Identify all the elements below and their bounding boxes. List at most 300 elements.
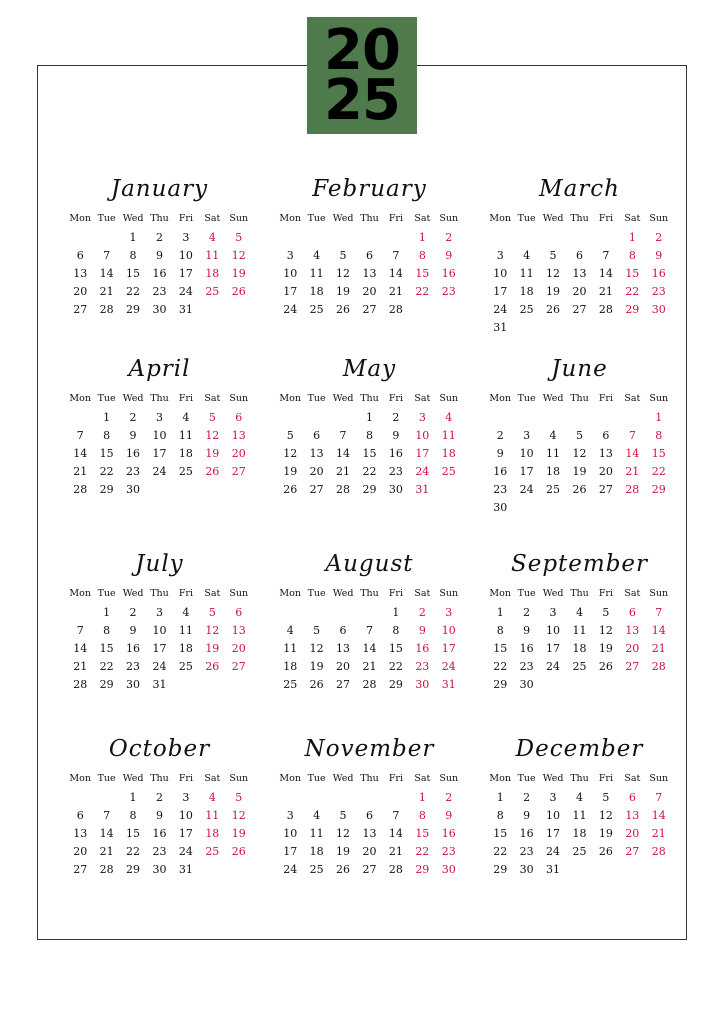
weekday-label: Tue — [307, 212, 326, 224]
day-cell: 20 — [362, 284, 377, 298]
week-row — [277, 408, 462, 426]
day-cell: 18 — [178, 641, 193, 655]
week-row — [67, 806, 252, 824]
day-cell: 1 — [418, 790, 426, 804]
month-name: February — [312, 176, 427, 202]
empty-day-cell — [513, 408, 539, 426]
weekday-header-row — [67, 768, 252, 788]
empty-day-cell — [619, 498, 645, 516]
weekday-header-row — [487, 583, 672, 603]
weekday-label: Fri — [178, 212, 193, 224]
day-cell: 13 — [73, 266, 88, 280]
empty-day-cell — [646, 675, 672, 693]
day-cell: 22 — [625, 284, 640, 298]
day-cell: 15 — [99, 446, 114, 460]
week-row — [487, 408, 672, 426]
day-cell: 15 — [99, 641, 114, 655]
day-cell: 22 — [99, 464, 114, 478]
weekday-label: Sat — [204, 772, 221, 784]
day-cell: 14 — [625, 446, 640, 460]
day-cell: 28 — [336, 482, 351, 496]
day-cell: 5 — [339, 808, 347, 822]
day-cell: 9 — [445, 808, 453, 822]
day-cell: 19 — [546, 284, 561, 298]
day-cell: 31 — [546, 862, 561, 876]
day-cell: 10 — [283, 266, 298, 280]
month-name: December — [515, 736, 644, 762]
day-cell: 26 — [231, 844, 246, 858]
weekday-label: Tue — [307, 772, 326, 784]
weekday-label: Thu — [360, 772, 379, 784]
day-cell: 7 — [339, 428, 347, 442]
day-cell: 23 — [441, 844, 456, 858]
day-cell: 23 — [126, 659, 141, 673]
weekday-label: Fri — [598, 212, 613, 224]
day-cell: 6 — [628, 790, 636, 804]
day-cell: 14 — [73, 641, 88, 655]
month-name: November — [304, 736, 435, 762]
day-cell: 16 — [126, 446, 141, 460]
day-cell: 3 — [523, 428, 531, 442]
day-cell: 8 — [365, 428, 373, 442]
week-row — [487, 824, 672, 842]
day-cell: 23 — [388, 464, 403, 478]
week-row — [487, 264, 672, 282]
weekday-label: Sat — [624, 772, 641, 784]
day-cell: 10 — [519, 446, 534, 460]
day-cell: 3 — [182, 230, 190, 244]
empty-day-cell — [540, 675, 566, 693]
day-cell: 15 — [415, 826, 430, 840]
weekday-label: Wed — [542, 587, 564, 599]
month-name: September — [510, 551, 649, 577]
day-cell: 7 — [655, 790, 663, 804]
weekday-label: Tue — [517, 392, 536, 404]
day-cell: 19 — [309, 659, 324, 673]
weekday-label: Fri — [178, 392, 193, 404]
day-cell: 18 — [572, 641, 587, 655]
day-cell: 23 — [493, 482, 508, 496]
day-cell: 16 — [519, 826, 534, 840]
day-cell: 13 — [231, 428, 246, 442]
day-cell: 2 — [155, 790, 163, 804]
day-cell: 25 — [309, 862, 324, 876]
empty-day-cell — [277, 228, 303, 246]
day-cell: 2 — [445, 790, 453, 804]
day-cell: 16 — [388, 446, 403, 460]
day-cell: 11 — [283, 641, 298, 655]
day-cell: 22 — [415, 844, 430, 858]
day-cell: 28 — [598, 302, 613, 316]
day-cell: 6 — [628, 605, 636, 619]
day-cell: 29 — [415, 862, 430, 876]
day-cell: 14 — [388, 826, 403, 840]
week-row — [67, 860, 252, 878]
weekday-label: Thu — [570, 772, 589, 784]
day-cell: 26 — [546, 302, 561, 316]
day-cell: 7 — [392, 248, 400, 262]
day-cell: 13 — [362, 826, 377, 840]
day-cell: 8 — [103, 623, 111, 637]
day-cell: 15 — [415, 266, 430, 280]
weekday-label: Thu — [360, 587, 379, 599]
day-cell: 12 — [598, 808, 613, 822]
week-row — [487, 282, 672, 300]
day-cell: 12 — [336, 266, 351, 280]
weekday-label: Sun — [649, 212, 669, 224]
day-cell: 24 — [178, 284, 193, 298]
day-cell: 13 — [309, 446, 324, 460]
week-row — [487, 788, 672, 806]
day-cell: 30 — [519, 862, 534, 876]
empty-day-cell — [356, 228, 382, 246]
day-cell: 31 — [178, 302, 193, 316]
weekday-label: Sun — [649, 587, 669, 599]
weekday-label: Mon — [69, 212, 91, 224]
day-cell: 22 — [126, 284, 141, 298]
day-cell: 14 — [73, 446, 88, 460]
day-cell: 19 — [572, 464, 587, 478]
day-cell: 2 — [655, 230, 663, 244]
month-august — [277, 545, 462, 693]
day-cell: 10 — [441, 623, 456, 637]
week-row — [277, 444, 462, 462]
week-row — [487, 480, 672, 498]
day-cell: 17 — [546, 641, 561, 655]
day-cell: 1 — [129, 790, 137, 804]
week-row — [277, 264, 462, 282]
day-cell: 9 — [523, 623, 531, 637]
weekday-header-row — [277, 208, 462, 228]
day-cell: 30 — [152, 302, 167, 316]
week-row — [67, 462, 252, 480]
weekday-header-row — [67, 208, 252, 228]
weekday-label: Wed — [122, 212, 144, 224]
month-name: March — [539, 176, 620, 202]
day-cell: 29 — [493, 862, 508, 876]
day-cell: 30 — [493, 500, 508, 514]
day-cell: 19 — [598, 641, 613, 655]
day-cell: 23 — [519, 659, 534, 673]
day-cell: 12 — [546, 266, 561, 280]
weekday-label: Mon — [279, 772, 301, 784]
month-march — [487, 170, 672, 336]
day-cell: 7 — [392, 808, 400, 822]
day-cell: 4 — [313, 808, 321, 822]
week-row — [277, 675, 462, 693]
empty-day-cell — [226, 480, 252, 498]
day-cell: 22 — [493, 659, 508, 673]
day-cell: 21 — [388, 284, 403, 298]
empty-day-cell — [226, 860, 252, 878]
day-cell: 14 — [388, 266, 403, 280]
weekday-label: Thu — [150, 392, 169, 404]
weekday-label: Tue — [517, 587, 536, 599]
day-cell: 28 — [73, 482, 88, 496]
day-cell: 7 — [103, 808, 111, 822]
week-row — [67, 300, 252, 318]
day-cell: 19 — [205, 446, 220, 460]
empty-day-cell — [330, 408, 356, 426]
day-cell: 22 — [388, 659, 403, 673]
week-row — [487, 621, 672, 639]
empty-day-cell — [540, 228, 566, 246]
day-cell: 8 — [418, 248, 426, 262]
day-cell: 29 — [126, 302, 141, 316]
day-cell: 9 — [129, 623, 137, 637]
day-cell: 6 — [235, 605, 243, 619]
day-cell: 9 — [129, 428, 137, 442]
weekday-label: Wed — [122, 772, 144, 784]
day-cell: 25 — [441, 464, 456, 478]
weekday-label: Tue — [97, 212, 116, 224]
empty-day-cell — [67, 228, 93, 246]
weekday-label: Mon — [489, 392, 511, 404]
empty-day-cell — [146, 480, 172, 498]
weekday-header-row — [67, 583, 252, 603]
day-cell: 23 — [415, 659, 430, 673]
day-cell: 2 — [392, 410, 400, 424]
day-cell: 20 — [598, 464, 613, 478]
day-cell: 30 — [651, 302, 666, 316]
day-cell: 1 — [496, 790, 504, 804]
day-cell: 31 — [441, 677, 456, 691]
weekday-label: Tue — [307, 392, 326, 404]
weekday-label: Fri — [598, 587, 613, 599]
weekday-label: Sun — [439, 392, 459, 404]
day-cell: 16 — [493, 464, 508, 478]
day-cell: 22 — [651, 464, 666, 478]
weekday-label: Sun — [229, 392, 249, 404]
weekday-label: Mon — [279, 212, 301, 224]
day-cell: 17 — [178, 826, 193, 840]
month-table — [277, 768, 462, 878]
day-cell: 17 — [152, 446, 167, 460]
weekday-label: Tue — [517, 212, 536, 224]
month-name: May — [342, 356, 397, 382]
weekday-header-row — [487, 208, 672, 228]
empty-day-cell — [619, 675, 645, 693]
empty-day-cell — [93, 788, 119, 806]
day-cell: 24 — [519, 482, 534, 496]
day-cell: 11 — [441, 428, 456, 442]
day-cell: 6 — [602, 428, 610, 442]
day-cell: 18 — [178, 446, 193, 460]
week-row — [487, 657, 672, 675]
day-cell: 23 — [519, 844, 534, 858]
week-row — [487, 498, 672, 516]
week-row — [67, 603, 252, 621]
weekday-label: Fri — [388, 392, 403, 404]
day-cell: 26 — [231, 284, 246, 298]
empty-day-cell — [593, 228, 619, 246]
empty-day-cell — [566, 228, 592, 246]
day-cell: 14 — [651, 808, 666, 822]
day-cell: 8 — [655, 428, 663, 442]
weekday-label: Tue — [97, 392, 116, 404]
empty-day-cell — [330, 228, 356, 246]
day-cell: 18 — [283, 659, 298, 673]
weekday-header-row — [277, 768, 462, 788]
day-cell: 30 — [152, 862, 167, 876]
day-cell: 12 — [205, 428, 220, 442]
day-cell: 8 — [129, 248, 137, 262]
day-cell: 31 — [415, 482, 430, 496]
month-name: October — [108, 736, 211, 762]
day-cell: 18 — [572, 826, 587, 840]
empty-day-cell — [566, 408, 592, 426]
day-cell: 9 — [155, 808, 163, 822]
empty-day-cell — [513, 318, 539, 336]
day-cell: 21 — [362, 659, 377, 673]
month-june — [487, 350, 672, 516]
week-row — [67, 657, 252, 675]
day-cell: 2 — [155, 230, 163, 244]
day-cell: 28 — [625, 482, 640, 496]
day-cell: 1 — [365, 410, 373, 424]
day-cell: 30 — [441, 862, 456, 876]
day-cell: 31 — [493, 320, 508, 334]
day-cell: 24 — [493, 302, 508, 316]
empty-day-cell — [619, 318, 645, 336]
day-cell: 29 — [362, 482, 377, 496]
month-november — [277, 730, 462, 878]
day-cell: 6 — [365, 248, 373, 262]
day-cell: 18 — [546, 464, 561, 478]
weekday-label: Mon — [69, 587, 91, 599]
day-cell: 1 — [628, 230, 636, 244]
day-cell: 17 — [519, 464, 534, 478]
empty-day-cell — [303, 603, 329, 621]
week-row — [277, 426, 462, 444]
weekday-label: Thu — [150, 212, 169, 224]
empty-day-cell — [540, 318, 566, 336]
empty-day-cell — [67, 408, 93, 426]
weekday-label: Thu — [150, 772, 169, 784]
weekday-label: Fri — [178, 772, 193, 784]
day-cell: 28 — [651, 659, 666, 673]
weekday-header-row — [67, 388, 252, 408]
weekday-label: Tue — [517, 772, 536, 784]
day-cell: 19 — [231, 826, 246, 840]
weekday-label: Fri — [388, 212, 403, 224]
day-cell: 20 — [572, 284, 587, 298]
day-cell: 26 — [336, 862, 351, 876]
day-cell: 21 — [73, 464, 88, 478]
day-cell: 6 — [313, 428, 321, 442]
day-cell: 8 — [103, 428, 111, 442]
week-row — [487, 842, 672, 860]
month-table — [67, 768, 252, 878]
month-december — [487, 730, 672, 878]
day-cell: 29 — [99, 677, 114, 691]
week-row — [67, 639, 252, 657]
day-cell: 10 — [546, 808, 561, 822]
day-cell: 3 — [418, 410, 426, 424]
day-cell: 3 — [155, 410, 163, 424]
day-cell: 21 — [388, 844, 403, 858]
day-cell: 15 — [362, 446, 377, 460]
weekday-label: Sat — [414, 772, 431, 784]
day-cell: 17 — [283, 844, 298, 858]
weekday-header-row — [487, 388, 672, 408]
day-cell: 9 — [418, 623, 426, 637]
weekday-label: Tue — [307, 587, 326, 599]
day-cell: 9 — [523, 808, 531, 822]
empty-day-cell — [226, 675, 252, 693]
day-cell: 13 — [625, 808, 640, 822]
day-cell: 4 — [549, 428, 557, 442]
day-cell: 5 — [235, 790, 243, 804]
day-cell: 4 — [182, 605, 190, 619]
day-cell: 23 — [441, 284, 456, 298]
day-cell: 25 — [572, 844, 587, 858]
day-cell: 27 — [625, 659, 640, 673]
day-cell: 11 — [572, 623, 587, 637]
day-cell: 12 — [598, 623, 613, 637]
day-cell: 16 — [441, 266, 456, 280]
week-row — [487, 860, 672, 878]
day-cell: 4 — [182, 410, 190, 424]
month-table — [487, 388, 672, 516]
day-cell: 25 — [519, 302, 534, 316]
day-cell: 10 — [178, 808, 193, 822]
day-cell: 5 — [602, 790, 610, 804]
day-cell: 8 — [392, 623, 400, 637]
day-cell: 21 — [651, 641, 666, 655]
day-cell: 27 — [598, 482, 613, 496]
day-cell: 20 — [362, 844, 377, 858]
weekday-label: Sun — [439, 772, 459, 784]
week-row — [487, 444, 672, 462]
day-cell: 13 — [73, 826, 88, 840]
day-cell: 20 — [625, 826, 640, 840]
empty-day-cell — [566, 498, 592, 516]
day-cell: 19 — [598, 826, 613, 840]
day-cell: 21 — [651, 826, 666, 840]
day-cell: 14 — [598, 266, 613, 280]
weekday-label: Wed — [332, 212, 354, 224]
day-cell: 11 — [309, 826, 324, 840]
day-cell: 2 — [496, 428, 504, 442]
day-cell: 24 — [546, 844, 561, 858]
day-cell: 26 — [205, 659, 220, 673]
day-cell: 10 — [178, 248, 193, 262]
day-cell: 3 — [445, 605, 453, 619]
month-table — [487, 208, 672, 336]
day-cell: 24 — [283, 862, 298, 876]
week-row — [277, 228, 462, 246]
day-cell: 20 — [231, 446, 246, 460]
week-row — [487, 426, 672, 444]
weekday-label: Mon — [489, 772, 511, 784]
empty-day-cell — [566, 860, 592, 878]
empty-day-cell — [93, 228, 119, 246]
empty-day-cell — [487, 408, 513, 426]
empty-day-cell — [226, 300, 252, 318]
empty-day-cell — [383, 228, 409, 246]
day-cell: 29 — [651, 482, 666, 496]
day-cell: 26 — [598, 844, 613, 858]
day-cell: 10 — [415, 428, 430, 442]
week-row — [277, 842, 462, 860]
day-cell: 11 — [309, 266, 324, 280]
month-table — [277, 583, 462, 693]
day-cell: 28 — [651, 844, 666, 858]
empty-day-cell — [619, 408, 645, 426]
day-cell: 10 — [546, 623, 561, 637]
day-cell: 27 — [73, 862, 88, 876]
